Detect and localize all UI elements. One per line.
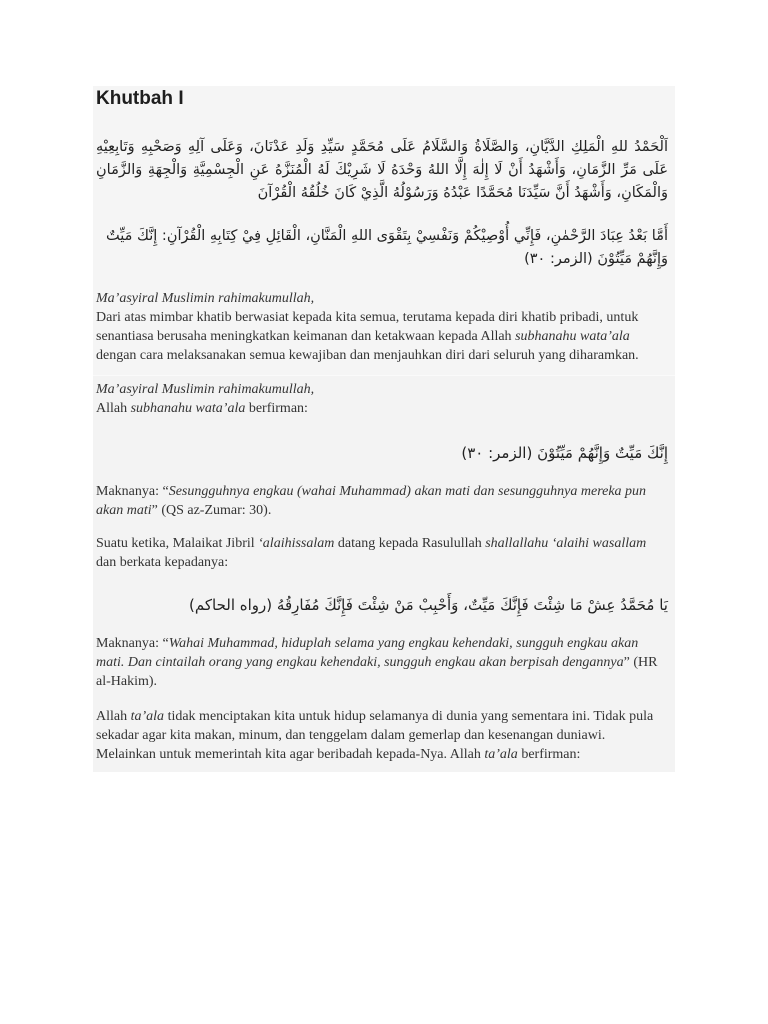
paragraph-maknanya-verse [96,482,668,520]
paragraph-text [96,482,668,520]
paragraph-wasiat [96,289,668,365]
italic-span: Wahai Muhammad, hiduplah selama yang engkau kehendaki, sungguh engkau akan mati. Dan cintailah orang yang engkau kehendaki, sungguh engkau akan berpisah dengannya [96,636,639,670]
document-page [93,86,675,772]
text-span: dan berkata kepadanya: [96,555,229,570]
italic-span: ta’ala [484,747,518,762]
text-span: datang kepada Rasulullah [334,536,486,551]
paragraph-purpose [96,707,668,764]
paragraph-text [96,308,668,365]
italic-span: subhanahu wata’ala [130,401,246,416]
arabic-opening: اَلْحَمْدُ للهِ الْمَلِكِ الدَّيَّانِ، وَالصَّلَاةُ وَالسَّلَامُ عَلَى مُحَمَّدٍ سَيِّدِ وَلَدِ عَدْنَانَ، وَعَلَى آلِهِ وَصَحْبِهِ وَتَابِعِيْهِ عَلَى مَرِّ الزَّمَانِ، وَأَشْهَدُ أَنْ لَا إِلٰهَ إِلَّا اللهُ وَحْدَهُ لَا شَرِيْكَ لَهُ الْمُنَزَّهُ عَنِ الْجِسْمِيَّةِ وَالْجِهَةِ وَالزَّمَانِ وَالْمَكَانِ، وَأَشْهَدُ أَنَّ سَيِّدَنَا مُحَمَّدًا عَبْدُهُ وَرَسُوْلُهُ الَّذِيْ كَانَ خُلُقُهُ الْقُرْآنَ [96,139,668,201]
paragraph-text [96,707,668,764]
text-span: berfirman: [245,401,308,416]
italic-span: Sesungguhnya engkau (wahai Muhammad) akan mati dan sesungguhnya mereka pun akan mati [96,484,647,518]
text-span: Maknanya: “ [96,636,169,651]
salutation: Ma’asyiral Muslimin rahimakumullah, [96,291,315,306]
paragraph-jibril [96,534,668,572]
salutation: Ma’asyiral Muslimin rahimakumullah, [96,382,315,397]
text-span: Allah [96,401,131,416]
text-span: ” (HR al-Hakim). [96,655,658,689]
khutbah-body-section [93,375,675,772]
arabic-hadith: يَا مُحَمَّدُ عِشْ مَا شِئْتَ فَإِنَّكَ مَيِّتٌ، وَأَحْبِبْ مَنْ شِئْتَ فَإِنَّكَ مُفَارِقُهُ (رواه الحاكم) [189,596,668,614]
text-span: tidak menciptakan kita untuk hidup selamanya di dunia yang sementara ini. Tidak pula sekadar agar kita makan, minum, dan tenggelam dalam gemerlap dan kesenangan duniawi. Melainkan untuk memerintah kita agar beribadah kepada-Nya. Allah [96,709,654,762]
italic-span: ‘alaihissalam [258,536,335,551]
paragraph-maknanya-hadith [96,634,668,691]
text-span: Dari atas mimbar khatib berwasiat kepada kita semua, terutama kepada diri khatib pribadi, untuk senantiasa berusaha meningkatkan keimanan dan ketakwaan kepada Allah [96,310,639,344]
arabic-verse: إِنَّكَ مَيِّتٌ وَإِنَّهُمْ مَيِّتُوْنَ (الزمر: ٣٠) [461,444,668,462]
paragraph-text [96,399,668,418]
paragraph-firman [96,380,668,418]
text-span: berfirman: [517,747,581,762]
khutbah-intro-section [93,86,675,375]
paragraph-text [96,634,668,691]
text-span: dengan cara melaksanakan semua kewajiban dan menjauhkan diri dari seluruh yang diharamkan. [96,348,639,363]
italic-span: shallallahu ‘alaihi wasallam [485,536,647,551]
paragraph-text [96,534,668,572]
italic-span: ta’ala [130,709,165,724]
italic-span: subhanahu wata’ala [515,329,630,344]
arabic-amma-badu: أَمَّا بَعْدُ عِبَادَ الرَّحْمٰنِ، فَإِنِّي أُوْصِيْكُمْ وَنَفْسِيْ بِتَقْوَى اللهِ الْمَنَّانِ، الْقَائِلِ فِيْ كِتَابِهِ الْقُرْآنِ: إِنَّكَ مَيِّتٌ وَإِنَّهُمْ مَيِّتُوْنَ (الزمر: ٣٠) [106,228,668,267]
text-span: Suatu ketika, Malaikat Jibril [96,536,259,551]
page-title: Khutbah I [96,88,184,109]
text-span: Maknanya: “ [96,484,169,499]
text-span: Allah [96,709,131,724]
text-span: ” (QS az-Zumar: 30). [151,503,272,518]
